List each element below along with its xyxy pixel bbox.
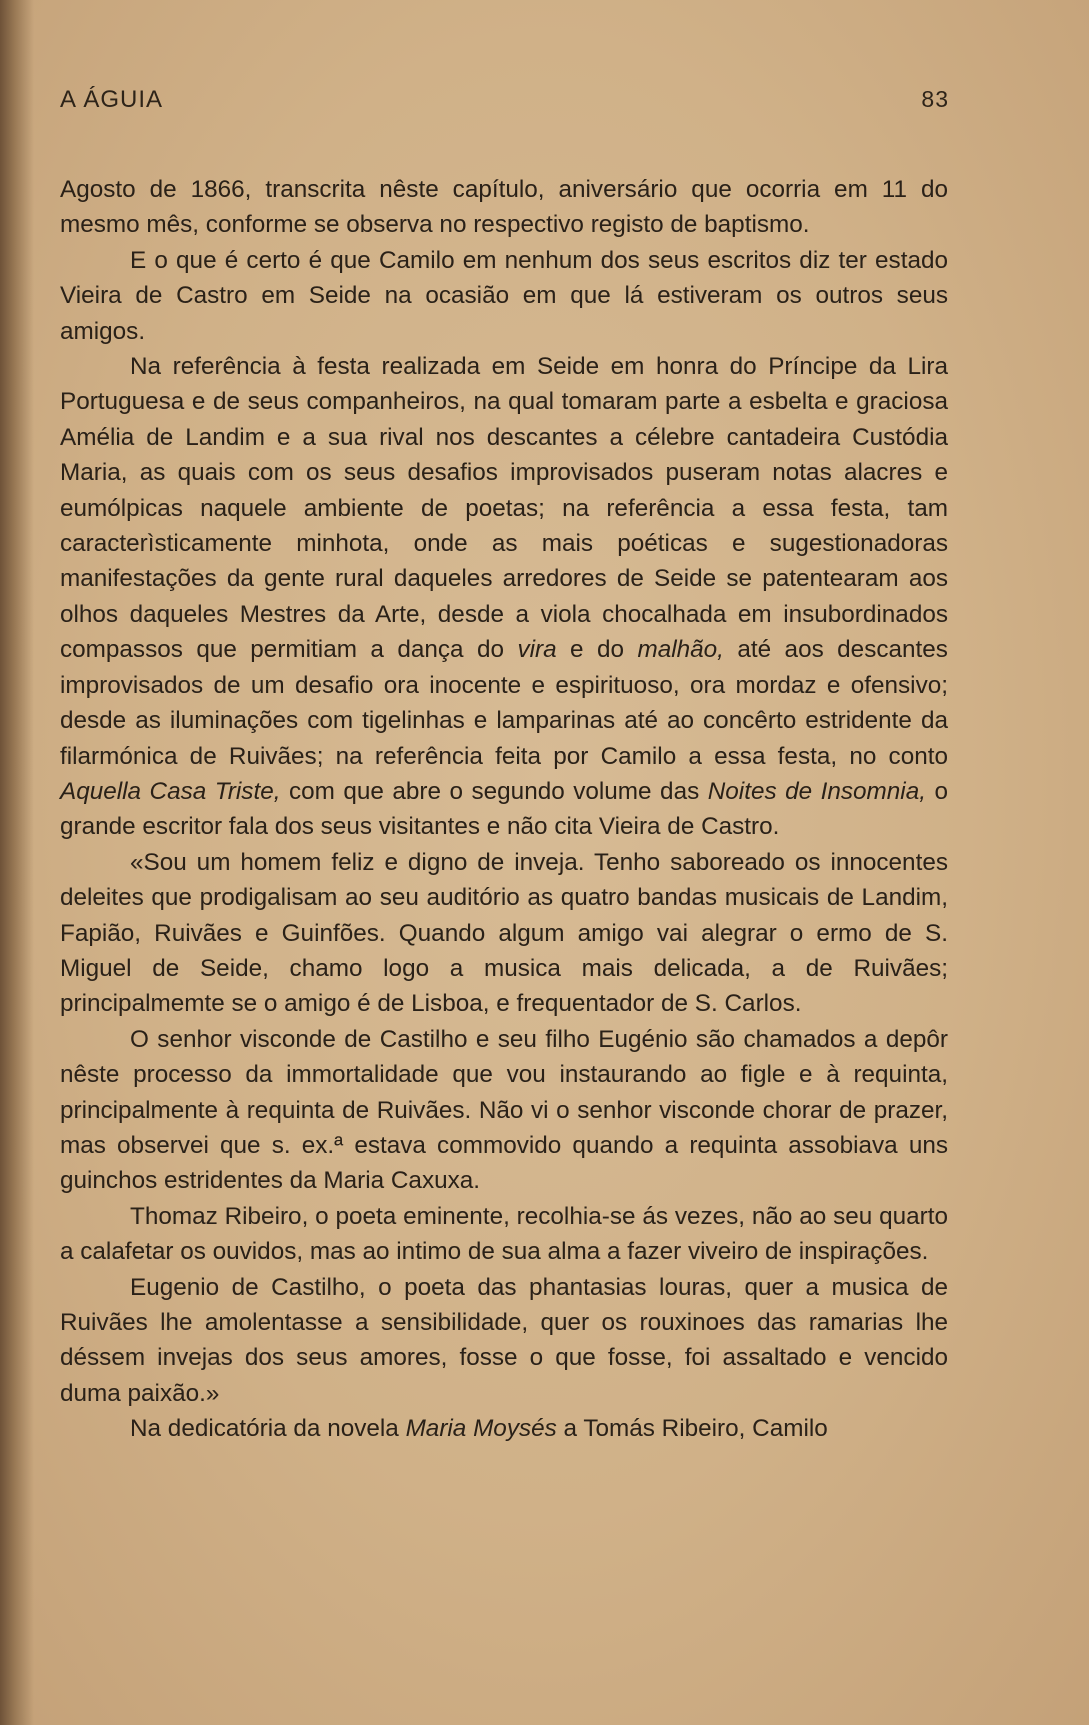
paragraph-3-text-a: Na referência à festa realizada em Seide em honra do Príncipe da Lira Portuguesa e de seus companheiros, na qual tomaram parte a esbelta e graciosa Amélia de Landim e a sua rival nos descantes a célebre cantadeira Custódia Maria, as quais com os seus desafios improvisados puseram notas alacres e eumólpicas naquele ambiente de poetas; na referência a essa festa, tam caracterìsticamente minhota, onde as mais poéticas e sugestionadoras manifestações da gente rural daqueles arredores de Seide se patentearam aos olhos daqueles Mestres da Arte, desde a viola chocalhada em insubordinados compassos que permitiam a dança do xyxy=(60,353,948,664)
italic-vira: vira xyxy=(517,636,557,664)
paragraph-3 xyxy=(60,349,948,845)
italic-maria-moyses: Maria Moysés xyxy=(405,1415,557,1443)
italic-noites-de-insomnia: Noites de Insomnia, xyxy=(707,777,926,805)
paragraph-2: E o que é certo é que Camilo em nenhum dos seus escritos diz ter estado Vieira de Castro em Seide na ocasião em que lá estiveram os outros seus amigos. xyxy=(60,246,948,345)
running-title: A ÁGUIA xyxy=(60,86,164,113)
paragraph-3-text-e: até aos descantes improvisados de um desafio ora inocente e espirituoso, ora mordaz e ofensivo; desde as iluminações com tigelinhas e lamparinas até ao concêrto estridente da filarmónica de Ruivães; na referência feita por Camilo a essa festa, no conto xyxy=(60,636,948,770)
paragraph-3-text-c: e do xyxy=(570,636,625,664)
paragraph-5: O senhor visconde de Castilho e seu filho Eugénio são chamados a depôr nêste processo da immortalidade que vou instaurando ao figle e à requinta, principalmente à requinta de Ruivães. Não vi o senhor visconde chorar de prazer, mas observei que s. ex.ª estava commovido quando a requinta assobiava uns guinchos estridentes da Maria Caxuxa. xyxy=(60,1025,948,1195)
page-number: 83 xyxy=(921,86,949,112)
paragraph-3-text-i: o grande escritor fala dos seus visitantes e não cita Vieira de Castro. xyxy=(60,777,948,841)
paragraph-3-text-g: com que abre o segundo volume das xyxy=(288,777,700,805)
paragraph-8-text-c: a Tomás Ribeiro, Camilo xyxy=(563,1415,828,1443)
paragraph-1: Agosto de 1866, transcrita nêste capítulo, aniversário que ocorria em 11 do mesmo mês, conforme se observa no respectivo registo de baptismo. xyxy=(60,176,948,239)
paragraph-7: Eugenio de Castilho, o poeta das phantasias louras, quer a musica de Ruivães lhe amolentasse a sensibilidade, quer os rouxinoes das ramarias lhe déssem invejas dos seus amores, fosse o que fosse, foi assaltado e vencido duma paixão.» xyxy=(60,1273,948,1407)
paragraph-8-text-a: Na dedicatória da novela xyxy=(130,1415,399,1443)
paragraph-6: Thomaz Ribeiro, o poeta eminente, recolhia-se ás vezes, não ao seu quarto a calafetar os ouvidos, mas ao intimo de sua alma a fazer viveiro de inspirações. xyxy=(60,1202,948,1266)
book-spine-shadow xyxy=(0,0,34,1725)
paragraph-8 xyxy=(60,1411,948,1446)
italic-malhao: malhão, xyxy=(637,636,724,664)
page-header xyxy=(60,86,949,114)
italic-aquella-casa-triste: Aquella Casa Triste, xyxy=(60,777,281,805)
paragraph-4-quote: «Sou um homem feliz e digno de inveja. Tenho saboreado os innocentes deleites que prodigalisam ao seu auditório as quatro bandas musicais de Landim, Fapião, Ruivães e Guinfões. Quando algum amigo vai alegrar o ermo de S. Miguel de Seide, chamo logo a musica mais delicada, a de Ruivães; principalmemte se o amigo é de Lisboa, e frequentador de S. Carlos. xyxy=(60,848,948,1018)
body-text xyxy=(60,172,948,1447)
